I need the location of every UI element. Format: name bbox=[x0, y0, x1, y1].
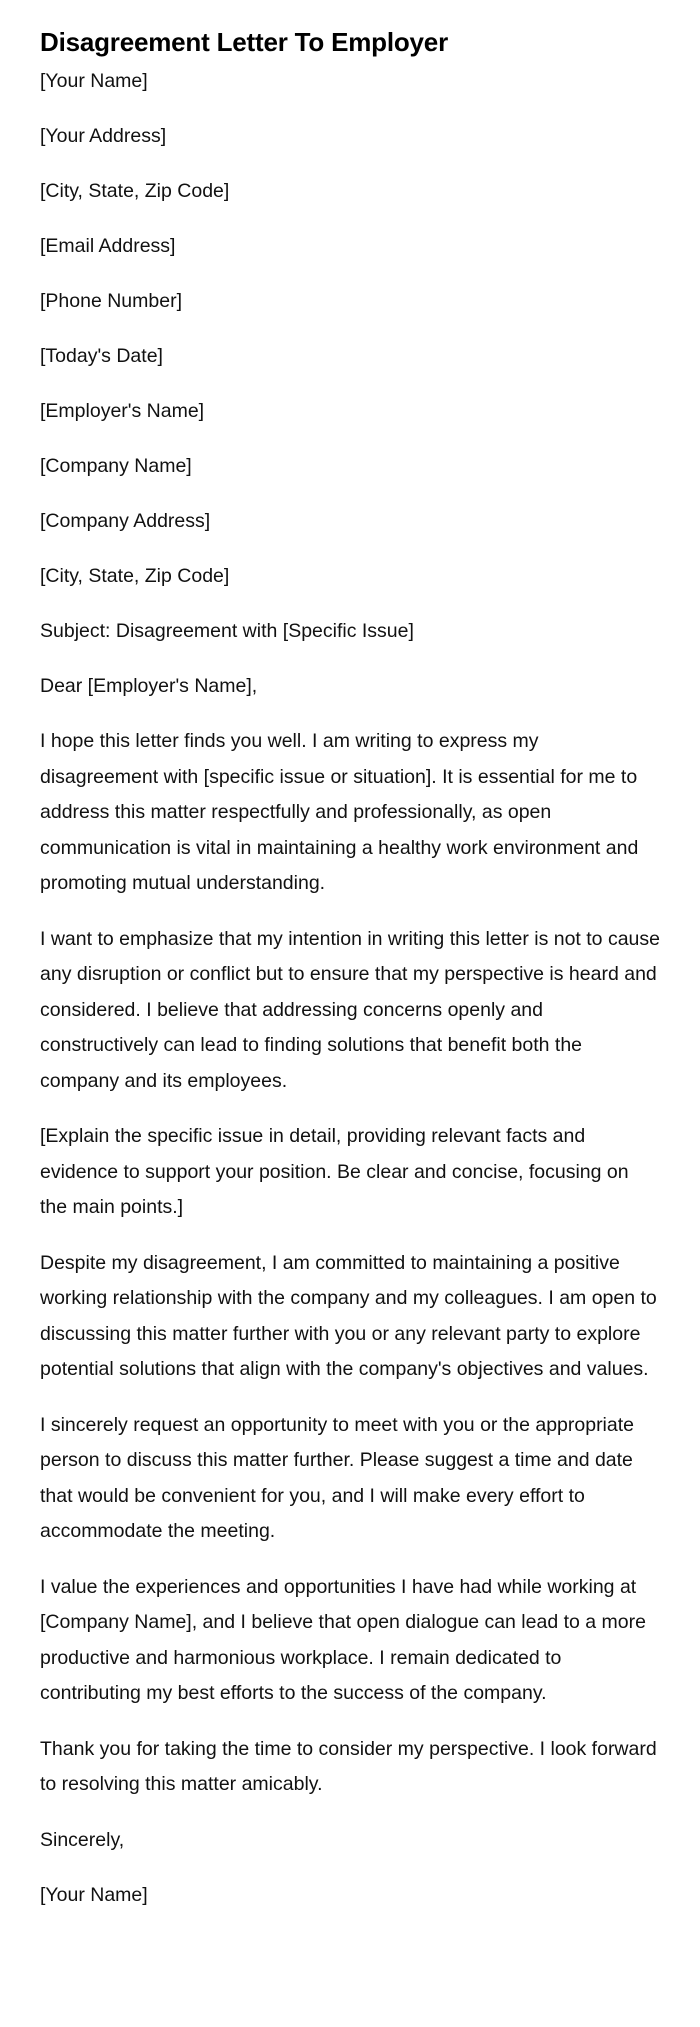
letter-signature: [Your Name] bbox=[40, 1883, 148, 1906]
letter-date: [Today's Date] bbox=[40, 345, 163, 367]
recipient-company: [Company Name] bbox=[40, 455, 192, 477]
letter-subject: Subject: Disagreement with [Specific Issue] bbox=[40, 620, 414, 642]
letter-salutation: Dear [Employer's Name], bbox=[40, 675, 258, 697]
sender-city-state-zip: [City, State, Zip Code] bbox=[40, 180, 230, 202]
body-paragraph: Despite my disagreement, I am committed to maintaining a positive working relationship with the company and my colleagues. I am open to discussing this matter further with you or any relevant party to explore potential solutions that align with the company's objectives and values. bbox=[40, 1251, 657, 1380]
page-title: Disagreement Letter To Employer bbox=[40, 27, 448, 57]
sender-phone: [Phone Number] bbox=[40, 290, 182, 312]
sender-name: [Your Name] bbox=[40, 70, 148, 92]
sender-address: [Your Address] bbox=[40, 125, 167, 147]
body-paragraph: [Explain the specific issue in detail, providing relevant facts and evidence to support your position. Be clear and concise, focusing on the main points.] bbox=[40, 1125, 629, 1218]
body-paragraph: I hope this letter finds you well. I am writing to express my disagreement with [specific issue or situation]. It is essential for me to address this matter respectfully and professionally, as open communication is vital in maintaining a healthy work environment and promoting mutual understanding. bbox=[40, 730, 639, 894]
body-paragraph: I want to emphasize that my intention in writing this letter is not to cause any disruption or conflict but to ensure that my perspective is heard and considered. I believe that addressing concerns openly and constructively can lead to finding solutions that benefit both the company and its employees. bbox=[40, 927, 660, 1092]
body-paragraph: Thank you for taking the time to consider my perspective. I look forward to resolving this matter amicably. bbox=[40, 1737, 657, 1795]
letter-closing: Sincerely, bbox=[40, 1828, 125, 1851]
sender-email: [Email Address] bbox=[40, 235, 176, 257]
letter-body bbox=[40, 64, 660, 1913]
body-paragraph: I value the experiences and opportunities I have had while working at [Company Name], and I believe that open dialogue can lead to a more productive and harmonious workplace. I remain dedicated to contributing my best efforts to the success of the company. bbox=[40, 1575, 646, 1704]
recipient-city-state-zip: [City, State, Zip Code] bbox=[40, 565, 230, 587]
body-paragraph: I sincerely request an opportunity to meet with you or the appropriate person to discuss this matter further. Please suggest a time and date that would be convenient for you, and I will make every effort to accommodate the meeting. bbox=[40, 1413, 634, 1542]
recipient-name: [Employer's Name] bbox=[40, 400, 205, 422]
recipient-address: [Company Address] bbox=[40, 510, 211, 532]
